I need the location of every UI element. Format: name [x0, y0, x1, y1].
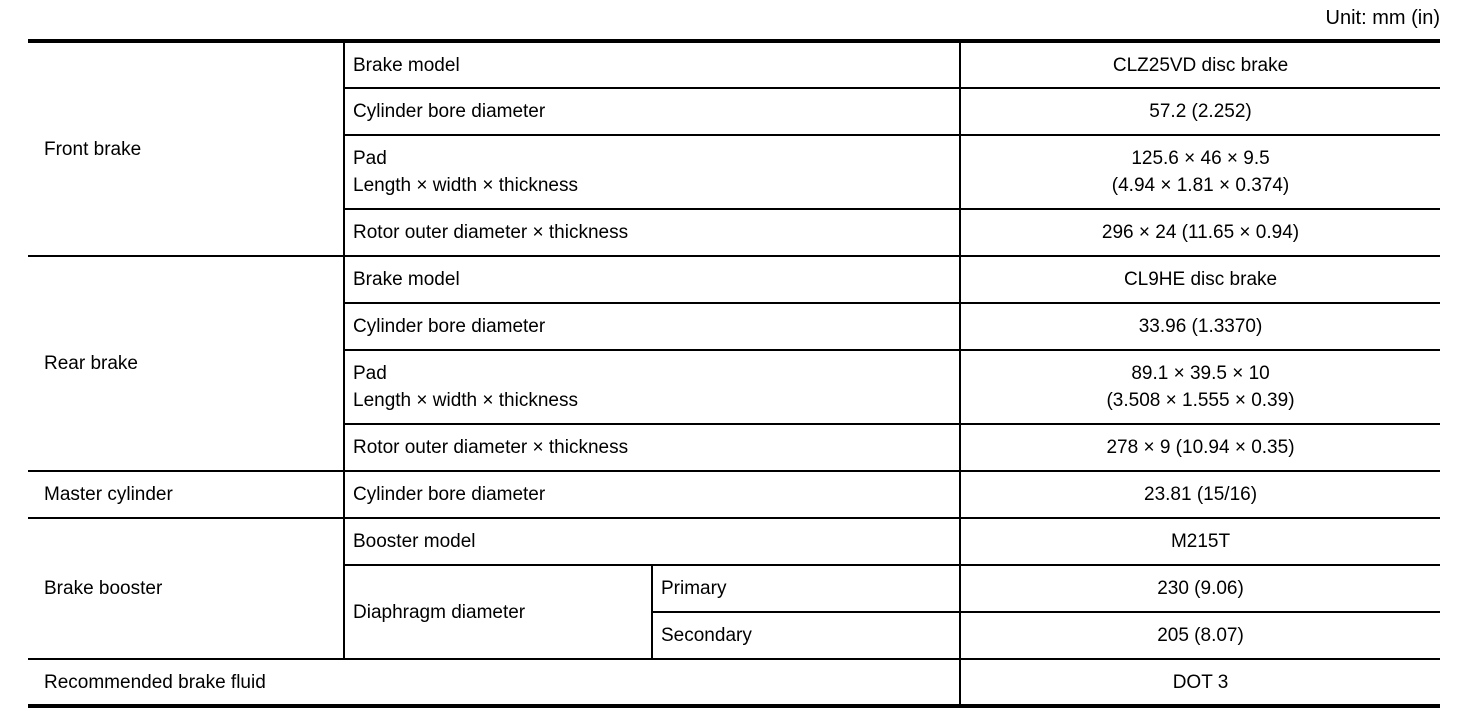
rear-pad-value-line-1: 89.1 × 39.5 × 10 — [1131, 363, 1270, 384]
master-cylinder-group: Master cylinder — [28, 471, 344, 518]
rear-bore-label: Cylinder bore diameter — [344, 303, 960, 350]
front-pad-label — [344, 135, 960, 209]
front-pad-value — [960, 135, 1440, 209]
brake-fluid-value: DOT 3 — [960, 659, 1440, 706]
diaphragm-label: Diaphragm diameter — [344, 565, 652, 659]
front-pad-label-line-2: Length × width × thickness — [353, 175, 578, 196]
rear-bore-value: 33.96 (1.3370) — [960, 303, 1440, 350]
front-brake-model-label: Brake model — [344, 41, 960, 88]
table-row — [28, 659, 1440, 706]
booster-model-value: M215T — [960, 518, 1440, 565]
rear-rotor-label: Rotor outer diameter × thickness — [344, 424, 960, 471]
table-row — [28, 41, 1440, 88]
front-bore-label: Cylinder bore diameter — [344, 88, 960, 135]
secondary-label: Secondary — [652, 612, 960, 659]
rear-rotor-value: 278 × 9 (10.94 × 0.35) — [960, 424, 1440, 471]
rear-pad-label — [344, 350, 960, 424]
primary-value: 230 (9.06) — [960, 565, 1440, 612]
master-bore-value: 23.81 (15/16) — [960, 471, 1440, 518]
front-pad-label-line-1: Pad — [353, 148, 387, 169]
table-row — [28, 256, 1440, 303]
rear-brake-group: Rear brake — [28, 256, 344, 471]
front-pad-value-line-2: (4.94 × 1.81 × 0.374) — [1111, 175, 1290, 196]
unit-label: Unit: mm (in) — [1325, 7, 1440, 29]
primary-label: Primary — [652, 565, 960, 612]
rear-pad-label-line-1: Pad — [353, 363, 387, 384]
rear-pad-label-line-2: Length × width × thickness — [353, 390, 578, 411]
brake-fluid-label: Recommended brake fluid — [28, 659, 960, 706]
front-rotor-label: Rotor outer diameter × thickness — [344, 209, 960, 256]
brake-spec-table — [28, 39, 1440, 708]
front-bore-value: 57.2 (2.252) — [960, 88, 1440, 135]
secondary-value: 205 (8.07) — [960, 612, 1440, 659]
booster-model-label: Booster model — [344, 518, 960, 565]
front-brake-group: Front brake — [28, 41, 344, 256]
rear-pad-value — [960, 350, 1440, 424]
table-row — [28, 518, 1440, 565]
rear-brake-model-label: Brake model — [344, 256, 960, 303]
front-brake-model-value: CLZ25VD disc brake — [960, 41, 1440, 88]
front-rotor-value: 296 × 24 (11.65 × 0.94) — [960, 209, 1440, 256]
rear-brake-model-value: CL9HE disc brake — [960, 256, 1440, 303]
master-bore-label: Cylinder bore diameter — [344, 471, 960, 518]
table-row — [28, 471, 1440, 518]
front-pad-value-line-1: 125.6 × 46 × 9.5 — [1131, 148, 1270, 169]
brake-booster-group: Brake booster — [28, 518, 344, 659]
rear-pad-value-line-2: (3.508 × 1.555 × 0.39) — [1106, 390, 1295, 411]
